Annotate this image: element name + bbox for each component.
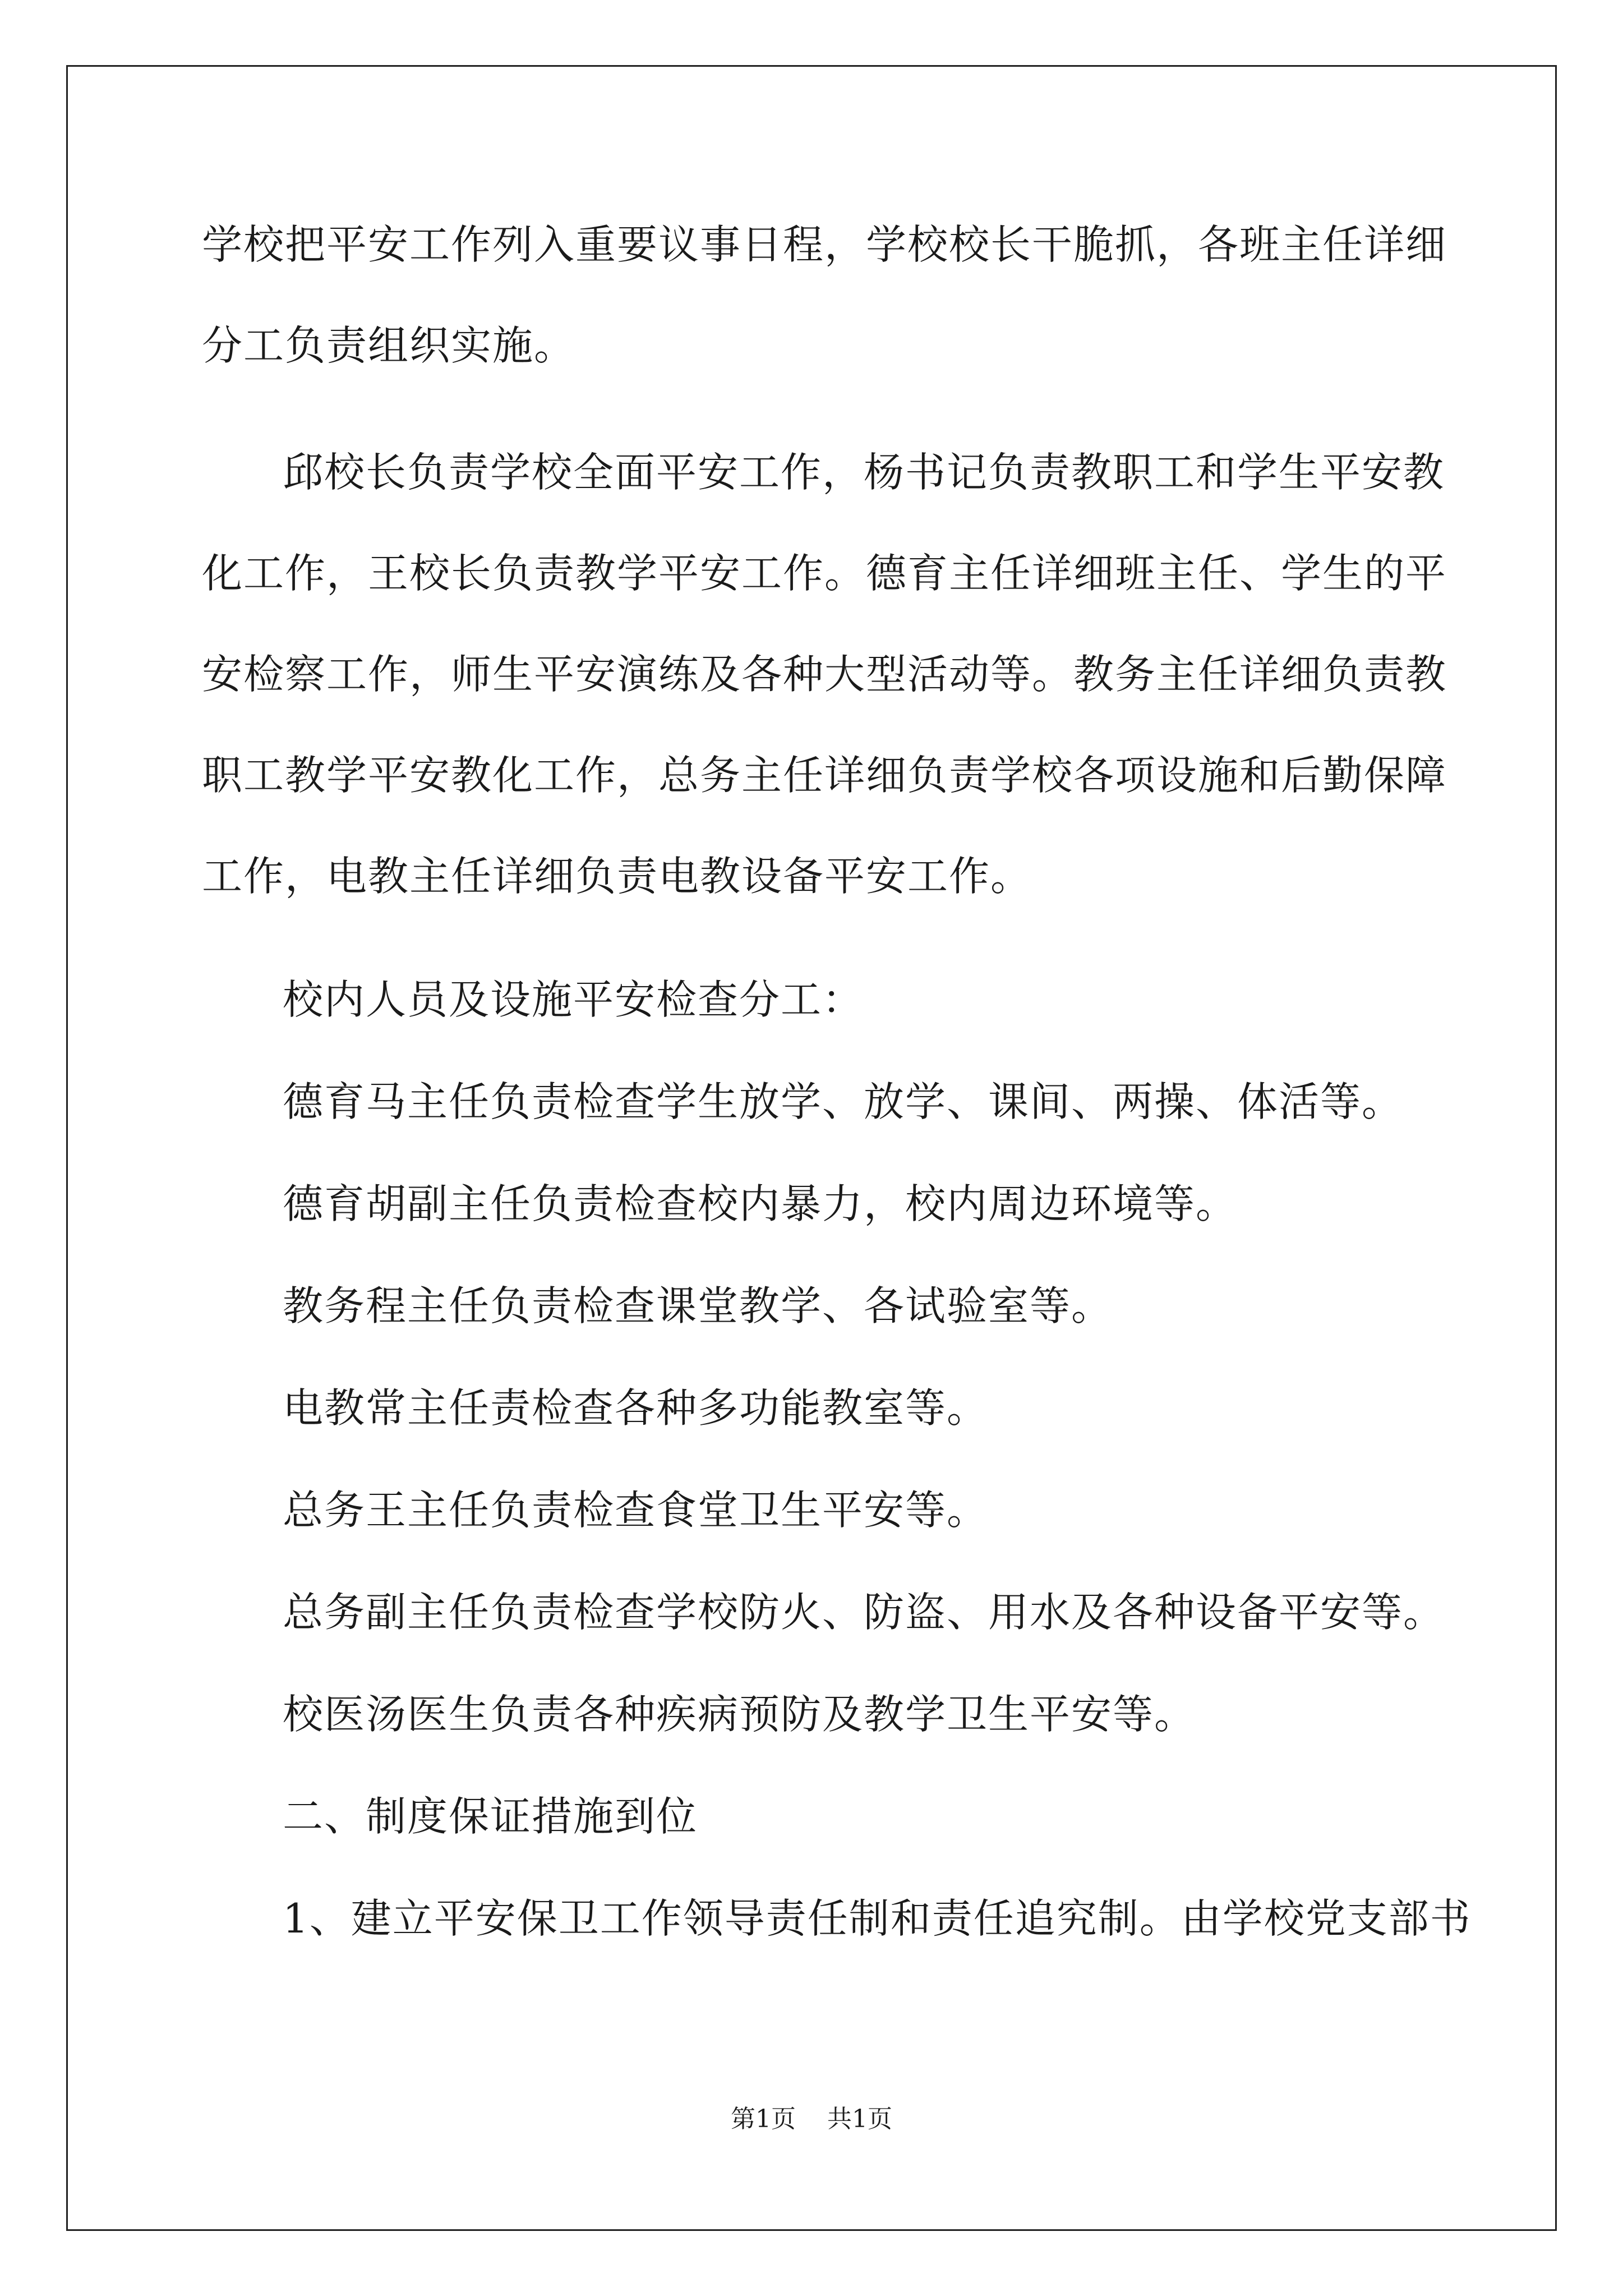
text-line: 德育马主任负责检查学生放学、放学、课间、两操、体活等。 (283, 1078, 1404, 1125)
text-line: 职工教学平安教化工作，总务主任详细负责学校各项设施和后勤保障 (202, 752, 1447, 799)
text-line: 二、制度保证措施到位 (283, 1793, 698, 1840)
page-total: 共1页 (827, 2105, 892, 2133)
text-line: 安检察工作，师生平安演练及各种大型活动等。教务主任详细负责教 (202, 651, 1447, 698)
text-line: 1、建立平安保卫工作领导责任制和责任追究制。由学校党支部书 (283, 1895, 1472, 1942)
text-line: 总务王主任负责检查食堂卫生平安等。 (283, 1487, 989, 1534)
page-footer (0, 2104, 1623, 2135)
text-line: 邱校长负责学校全面平安工作，杨书记负责教职工和学生平安教 (283, 449, 1445, 496)
text-line: 学校把平安工作列入重要议事日程，学校校长干脆抓，各班主任详细 (202, 221, 1447, 268)
text-line: 化工作，王校长负责教学平安工作。德育主任详细班主任、学生的平 (202, 550, 1447, 597)
text-line: 电教常主任责检查各种多功能教室等。 (283, 1384, 989, 1432)
text-line: 校内人员及设施平安检查分工： (283, 976, 864, 1023)
text-line: 工作，电教主任详细负责电教设备平安工作。 (202, 853, 1032, 900)
text-line: 教务程主任负责检查课堂教学、各试验室等。 (283, 1282, 1113, 1329)
text-line: 总务副主任负责检查学校防火、防盗、用水及各种设备平安等。 (283, 1589, 1445, 1636)
text-line: 分工负责组织实施。 (202, 322, 576, 369)
text-line: 校医汤医生负责各种疾病预防及教学卫生平安等。 (283, 1691, 1196, 1738)
page-number: 第1页 (731, 2105, 796, 2133)
text-line: 德育胡副主任负责检查校内暴力，校内周边环境等。 (283, 1180, 1238, 1227)
